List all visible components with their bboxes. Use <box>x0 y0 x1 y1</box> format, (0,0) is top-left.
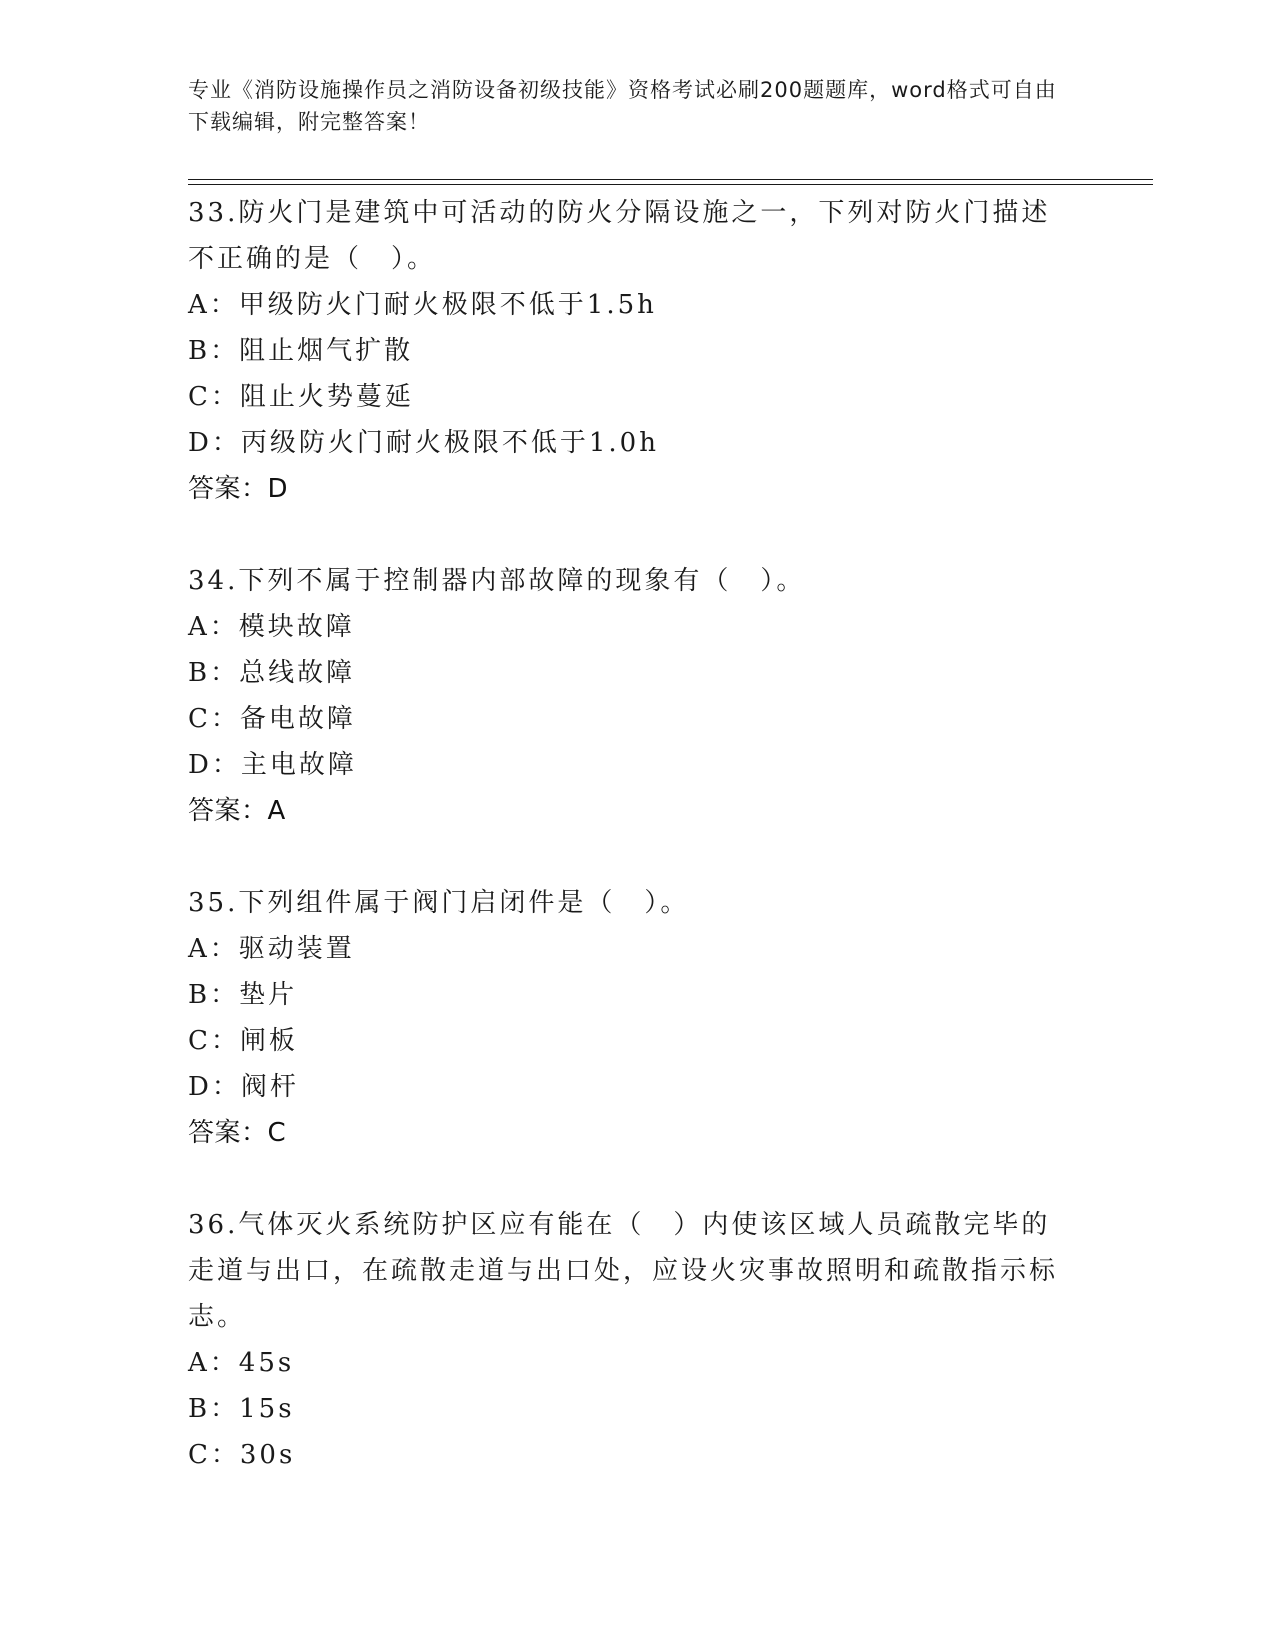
answer-line: 答案：D <box>188 474 289 504</box>
option-a: A：45s <box>188 1348 295 1378</box>
question-stem: 36.气体灭火系统防护区应有能在（ ）内使该区域人员疏散完毕的走道与出口，在疏散走道与出口处，应设火灾事故照明和疏散指示标志。 <box>188 1210 1059 1332</box>
question-spacer <box>188 1156 1088 1202</box>
answer-line: 答案：A <box>188 796 286 826</box>
question-spacer <box>188 512 1088 558</box>
option-b: B：阻止烟气扩散 <box>188 336 414 366</box>
question-list <box>188 190 1088 1478</box>
question-35 <box>188 880 1088 1156</box>
question-spacer <box>188 834 1088 880</box>
option-b: B：垫片 <box>188 980 298 1010</box>
option-b: B：总线故障 <box>188 658 356 688</box>
question-stem: 33.防火门是建筑中可活动的防火分隔设施之一，下列对防火门描述不正确的是（ ）。 <box>188 198 1051 274</box>
question-stem: 34.下列不属于控制器内部故障的现象有（ ）。 <box>188 566 806 596</box>
option-b: B：15s <box>188 1394 295 1424</box>
option-a: A：驱动装置 <box>188 934 355 964</box>
option-c: C：闸板 <box>188 1026 298 1056</box>
option-d: D：阀杆 <box>188 1072 299 1102</box>
option-c: C：阻止火势蔓延 <box>188 382 414 412</box>
header-divider-bottom <box>188 184 1153 185</box>
option-c: C：30s <box>188 1440 296 1470</box>
header-divider-top <box>188 179 1153 180</box>
option-c: C：备电故障 <box>188 704 356 734</box>
option-a: A：模块故障 <box>188 612 355 642</box>
question-34 <box>188 558 1088 834</box>
question-33 <box>188 190 1088 512</box>
question-36 <box>188 1202 1088 1478</box>
option-d: D：主电故障 <box>188 750 357 780</box>
option-d: D：丙级防火门耐火极限不低于1.0h <box>188 428 659 458</box>
option-a: A：甲级防火门耐火极限不低于1.5h <box>188 290 657 320</box>
question-stem: 35.下列组件属于阀门启闭件是（ ）。 <box>188 888 690 918</box>
document-header: 专业《消防设施操作员之消防设备初级技能》资格考试必刷200题题库，word格式可自由下载编辑，附完整答案！ <box>188 78 1057 134</box>
answer-line: 答案：C <box>188 1118 287 1148</box>
